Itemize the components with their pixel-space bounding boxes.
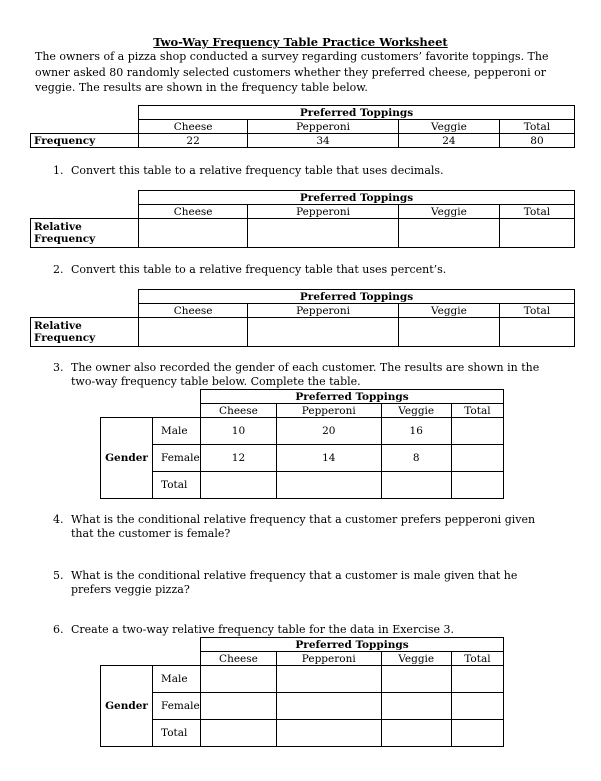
answer-cell[interactable] bbox=[381, 693, 451, 720]
gender-frequency-table bbox=[100, 389, 504, 499]
col-pepperoni: Pepperoni bbox=[248, 120, 399, 134]
row-label-total: Total bbox=[153, 720, 201, 747]
question-4 bbox=[53, 513, 561, 541]
answer-cell[interactable] bbox=[139, 219, 248, 248]
relative-frequency-table-percents bbox=[30, 289, 575, 347]
answer-cell[interactable] bbox=[276, 720, 381, 747]
total-total[interactable] bbox=[451, 472, 503, 499]
col-pepperoni: Pepperoni bbox=[248, 304, 399, 318]
col-veggie: Veggie bbox=[398, 205, 499, 219]
total-veggie[interactable] bbox=[381, 472, 451, 499]
answer-cell[interactable] bbox=[451, 720, 503, 747]
female-cheese: 12 bbox=[201, 445, 277, 472]
question-text: What is the conditional relative frequency that a customer prefers pepperoni given that the customer is female? bbox=[71, 513, 536, 540]
answer-cell[interactable] bbox=[451, 666, 503, 693]
answer-cell[interactable] bbox=[499, 219, 574, 248]
question-text: The owner also recorded the gender of each customer. The results are shown in the two-way frequency table below. Complete the table. bbox=[71, 361, 540, 388]
row-label-total: Total bbox=[153, 472, 201, 499]
col-veggie: Veggie bbox=[381, 404, 451, 418]
answer-cell[interactable] bbox=[381, 720, 451, 747]
answer-cell[interactable] bbox=[499, 318, 574, 347]
question-text: Create a two-way relative frequency table for the data in Exercise 3. bbox=[71, 623, 455, 636]
female-pepperoni: 14 bbox=[276, 445, 381, 472]
row-label-male: Male bbox=[153, 666, 201, 693]
question-text: Convert this table to a relative frequency table that uses decimals. bbox=[71, 164, 444, 177]
preferred-toppings-header: Preferred Toppings bbox=[201, 390, 504, 404]
col-cheese: Cheese bbox=[139, 205, 248, 219]
answer-cell[interactable] bbox=[201, 666, 277, 693]
relative-frequency-row-label: Relative Frequency bbox=[31, 318, 139, 347]
row-label-male: Male bbox=[153, 418, 201, 445]
col-total: Total bbox=[451, 652, 503, 666]
total-cheese[interactable] bbox=[201, 472, 277, 499]
relative-frequency-table-decimals bbox=[30, 190, 575, 248]
answer-cell[interactable] bbox=[248, 318, 399, 347]
question-number: 6. bbox=[53, 623, 64, 636]
intro-paragraph: The owners of a pizza shop conducted a survey regarding customers’ favorite toppings. The owner asked 80 randomly selected customers whether they preferred cheese, pepperoni or veggie. The results are shown in the frequency table below. bbox=[35, 50, 549, 94]
col-cheese: Cheese bbox=[139, 120, 248, 134]
male-veggie: 16 bbox=[381, 418, 451, 445]
question-5 bbox=[53, 569, 561, 597]
freq-total: 80 bbox=[499, 134, 574, 148]
question-6 bbox=[53, 623, 561, 637]
frequency-table bbox=[30, 105, 575, 148]
question-1 bbox=[53, 164, 571, 178]
answer-cell[interactable] bbox=[381, 666, 451, 693]
question-number: 3. bbox=[53, 361, 64, 374]
question-text: Convert this table to a relative frequency table that uses percent’s. bbox=[71, 263, 447, 276]
gender-label: Gender bbox=[101, 418, 153, 499]
question-text: What is the conditional relative frequency that a customer is male given that he prefers veggie pizza? bbox=[71, 569, 518, 596]
question-number: 1. bbox=[53, 164, 64, 177]
freq-pepperoni: 34 bbox=[248, 134, 399, 148]
answer-cell[interactable] bbox=[201, 720, 277, 747]
col-veggie: Veggie bbox=[398, 120, 499, 134]
preferred-toppings-header: Preferred Toppings bbox=[201, 638, 504, 652]
frequency-row-label: Frequency bbox=[31, 134, 139, 148]
answer-cell[interactable] bbox=[276, 693, 381, 720]
answer-cell[interactable] bbox=[398, 219, 499, 248]
answer-cell[interactable] bbox=[398, 318, 499, 347]
question-number: 4. bbox=[53, 513, 64, 526]
row-label-female: Female bbox=[153, 445, 201, 472]
col-total: Total bbox=[499, 120, 574, 134]
col-total: Total bbox=[499, 205, 574, 219]
col-veggie: Veggie bbox=[381, 652, 451, 666]
freq-cheese: 22 bbox=[139, 134, 248, 148]
col-pepperoni: Pepperoni bbox=[276, 404, 381, 418]
female-veggie: 8 bbox=[381, 445, 451, 472]
col-cheese: Cheese bbox=[201, 652, 277, 666]
answer-cell[interactable] bbox=[201, 693, 277, 720]
col-pepperoni: Pepperoni bbox=[276, 652, 381, 666]
preferred-toppings-header: Preferred Toppings bbox=[139, 191, 575, 205]
worksheet-title: Two-Way Frequency Table Practice Worksheet bbox=[153, 35, 448, 49]
col-veggie: Veggie bbox=[398, 304, 499, 318]
col-cheese: Cheese bbox=[201, 404, 277, 418]
col-pepperoni: Pepperoni bbox=[248, 205, 399, 219]
answer-cell[interactable] bbox=[248, 219, 399, 248]
question-number: 2. bbox=[53, 263, 64, 276]
col-cheese: Cheese bbox=[139, 304, 248, 318]
male-pepperoni: 20 bbox=[276, 418, 381, 445]
freq-veggie: 24 bbox=[398, 134, 499, 148]
question-3 bbox=[53, 361, 561, 389]
answer-cell[interactable] bbox=[139, 318, 248, 347]
question-2 bbox=[53, 263, 571, 277]
male-total[interactable] bbox=[451, 418, 503, 445]
female-total[interactable] bbox=[451, 445, 503, 472]
preferred-toppings-header: Preferred Toppings bbox=[139, 106, 575, 120]
total-pepperoni[interactable] bbox=[276, 472, 381, 499]
male-cheese: 10 bbox=[201, 418, 277, 445]
col-total: Total bbox=[451, 404, 503, 418]
col-total: Total bbox=[499, 304, 574, 318]
row-label-female: Female bbox=[153, 693, 201, 720]
gender-label: Gender bbox=[101, 666, 153, 747]
question-number: 5. bbox=[53, 569, 64, 582]
relative-frequency-row-label: Relative Frequency bbox=[31, 219, 139, 248]
gender-relative-frequency-table bbox=[100, 637, 504, 747]
answer-cell[interactable] bbox=[276, 666, 381, 693]
answer-cell[interactable] bbox=[451, 693, 503, 720]
preferred-toppings-header: Preferred Toppings bbox=[139, 290, 575, 304]
